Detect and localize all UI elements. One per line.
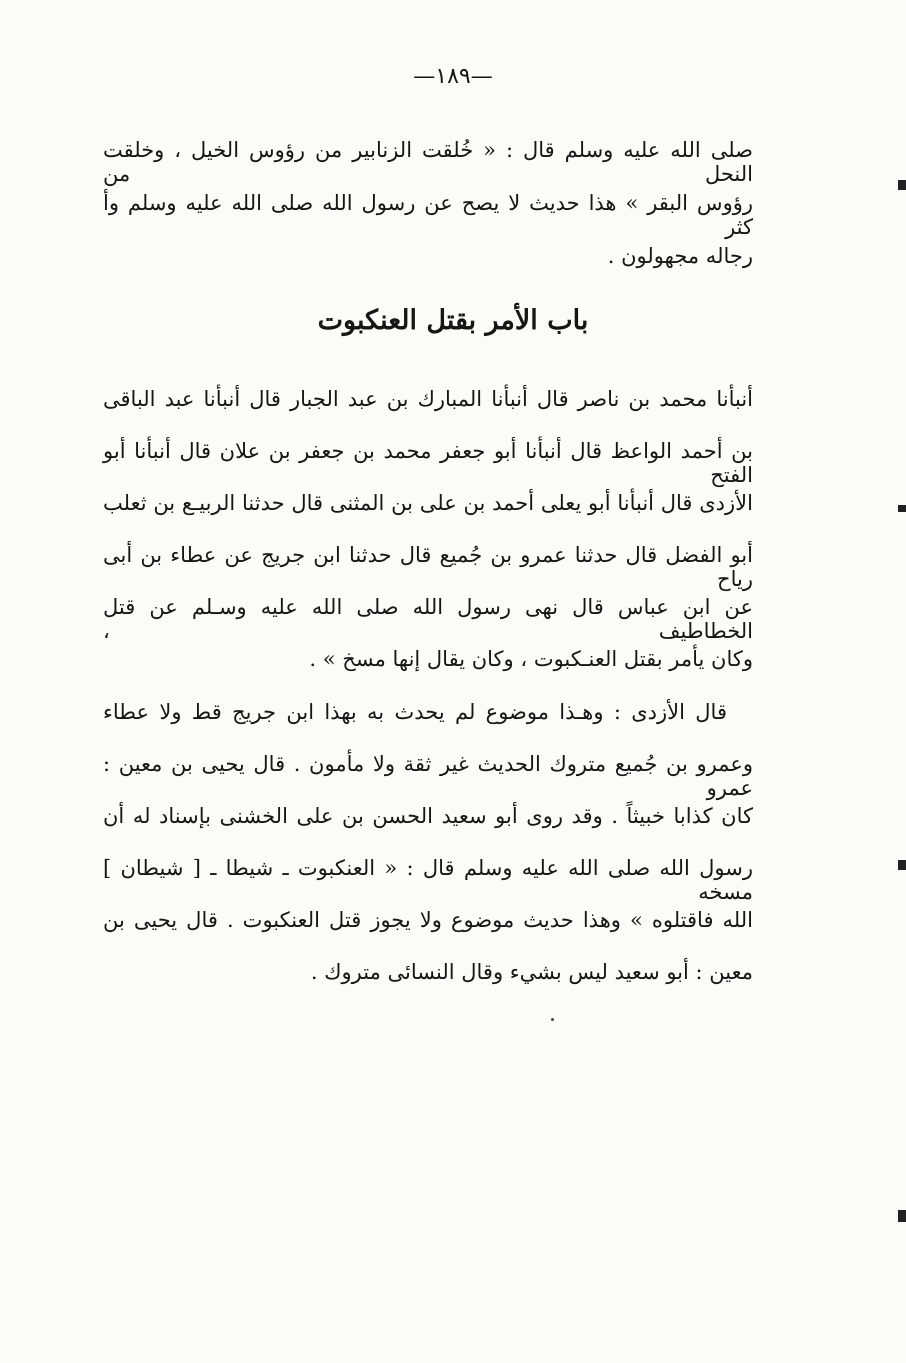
scan-edge-mark [898,180,906,190]
text-line: أبو الفضل قال حدثنا عمرو بن جُميع قال حدثنا ابن جريج عن عطاء بن أبى رياح [103,543,753,591]
text-line: وكان يأمر بقتل العنـكبوت ، وكان يقال إنها مسخ » . [309,647,753,671]
text-line: صلى الله عليه وسلم قال : « خُلقت الزنابير من رؤوس الخيل ، وخلقت النحل من [103,138,753,186]
hadith-paragraph [103,387,753,687]
text-line: الأزدى قال أنبأنا أبو يعلى أحمد بن على بن المثنى قال حدثنا الربيـع بن ثعلب [103,491,753,515]
intro-paragraph [103,138,753,278]
page-number: —١٨٩— [413,64,493,89]
scan-speck [551,1018,554,1021]
chapter-heading: باب الأمر بقتل العنكبوت [317,305,589,336]
text-line: معين : أبو سعيد ليس بشيء وقال النسائى متروك . [310,960,753,984]
text-line: رؤوس البقر » هذا حديث لا يصح عن رسول الله صلى الله عليه وسلم وأ كثر [103,191,753,239]
text-line: بن أحمد الواعظ قال أنبأنا أبو جعفر محمد بن جعفر بن علان قال أنبأنا أبو الفتح [103,439,753,487]
text-line: قال الأزدى : وهـذا موضوع لم يحدث به بهذا ابن جريج قط ولا عطاء [103,700,727,724]
text-line: الله فاقتلوه » وهذا حديث موضوع ولا يجوز قتل العنكبوت . قال يحيى بن [103,908,753,932]
commentary-paragraph [103,700,753,1000]
scan-edge-mark [898,1210,906,1222]
text-line: وعمرو بن جُميع متروك الحديث غير ثقة ولا مأمون . قال يحيى بن معين : عمرو [103,752,753,800]
scan-edge-mark [898,505,906,512]
text-line: عن ابن عباس قال نهى رسول الله صلى الله عليه وسـلم عن قتل الخطاطيف ، [103,595,753,643]
scan-edge-mark [898,860,906,870]
text-line: أنبأنا محمد بن ناصر قال أنبأنا المبارك بن عبد الجبار قال أنبأنا عبد الباقى [103,387,753,411]
text-line: رجاله مجهولون . [607,244,753,268]
text-line: كان كذابا خبيثاً . وقد روى أبو سعيد الحسن بن على الخشنى بإسناد له أن [103,804,753,828]
text-line: رسول الله صلى الله عليه وسلم قال : « العنكبوت ـ شيطا ـ [ شيطان ] مسخه [103,856,753,904]
